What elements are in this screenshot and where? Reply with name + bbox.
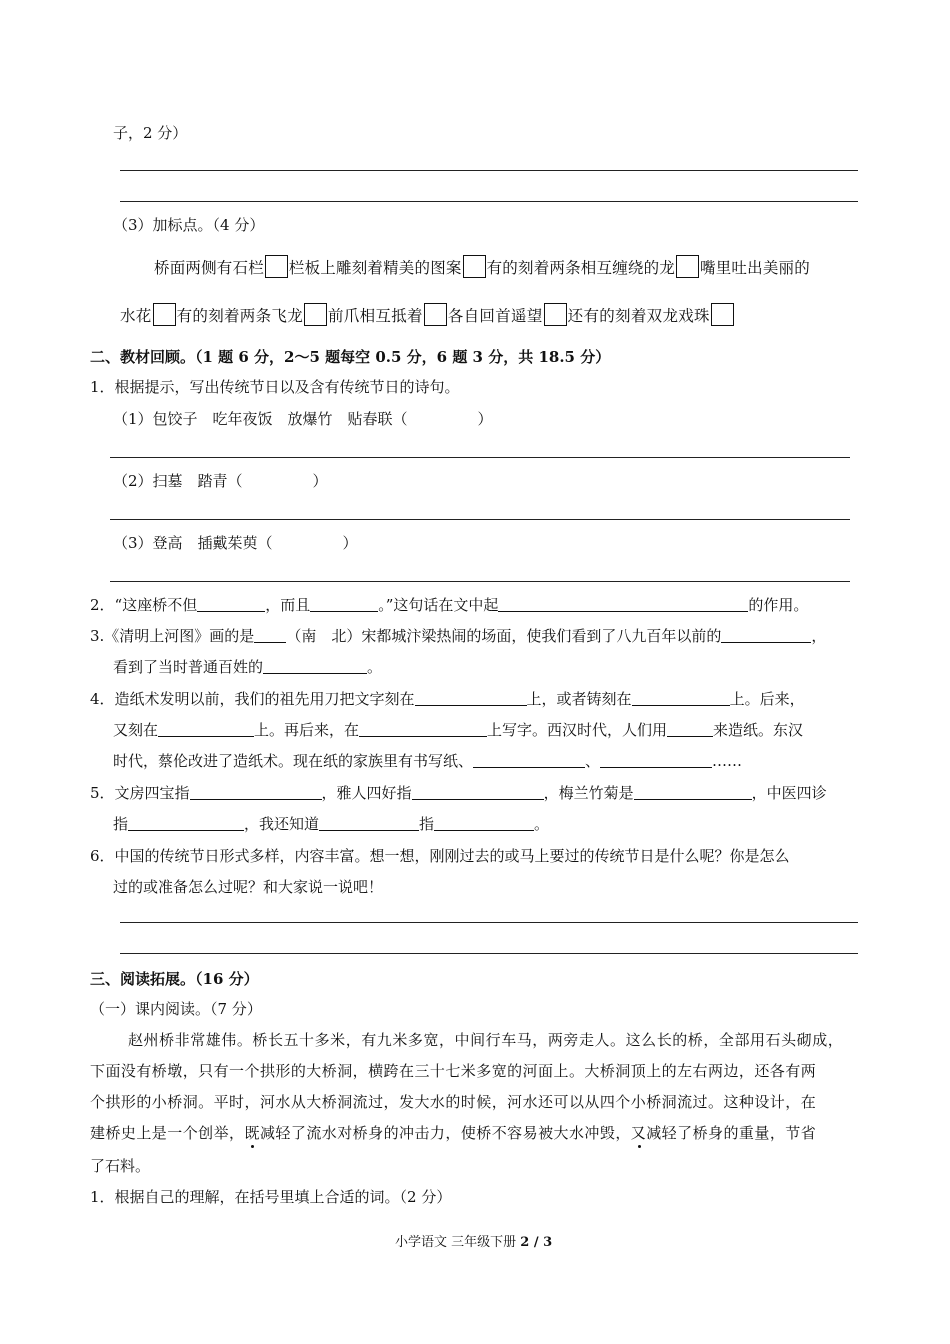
passage-line-4: 建桥史上是一个创举，既减轻了流水对桥身的冲击力，使桥不容易被大水冲毁，又减轻了桥身的重量，节省 — [90, 1124, 817, 1142]
intro-text: 子，2 分） — [113, 124, 188, 142]
s2-q1-item-3: （3）登高 插戴茱萸（ ） — [113, 534, 358, 552]
s2-q6-line-1: 6．中国的传统节日形式多样，内容丰富。想一想，刚刚过去的或马上要过的传统节日是什么呢？你是怎么 — [90, 847, 790, 865]
s2-q3-line-2: 看到了当时普通百姓的 。 — [113, 658, 383, 676]
blank[interactable] — [600, 752, 712, 768]
reading-subtitle: （一）课内阅读。（7 分） — [90, 1000, 262, 1018]
blank[interactable] — [197, 596, 265, 612]
blank[interactable] — [263, 658, 367, 674]
page-number: 2 / 3 — [520, 1235, 553, 1250]
q3-title: （3）加标点。（4 分） — [113, 216, 265, 234]
passage-line-2: 下面没有桥墩，只有一个拱形的大桥洞，横跨在三十七米多宽的河面上。大桥洞顶上的左右两边，还各有两 — [90, 1062, 817, 1080]
punctuation-row-2: 水花 有的刻着两条飞龙 前爪相互抵着 各自回首遥望 还有的刻着双龙戏珠 — [120, 303, 735, 326]
punctuation-box[interactable] — [463, 255, 486, 278]
s2-q1-stem: 1．根据提示，写出传统节日以及含有传统节日的诗句。 — [90, 378, 460, 396]
blank[interactable] — [434, 815, 534, 831]
s2-q6-line-2: 过的或准备怎么过呢？和大家说一说吧！ — [113, 878, 384, 896]
blank[interactable] — [473, 752, 585, 768]
s2-q3-line-1: 3.《清明上河图》画的是 （南 北）宋都城汴梁热闹的场面，使我们看到了八九百年以前的 ， — [90, 627, 827, 645]
punctuation-box[interactable] — [544, 303, 567, 326]
blank[interactable] — [254, 627, 286, 643]
punctuation-row-1: 桥面两侧有石栏 栏板上雕刻着精美的图案 有的刻着两条相互缠绕的龙 嘴里吐出美丽的 — [154, 255, 810, 278]
punctuation-box[interactable] — [424, 303, 447, 326]
blank[interactable] — [128, 815, 244, 831]
answer-line[interactable] — [120, 922, 858, 923]
blank[interactable] — [632, 690, 730, 706]
answer-line[interactable] — [120, 170, 858, 171]
section-3-title: 三、阅读拓展。（16 分） — [90, 970, 259, 988]
punctuation-box[interactable] — [304, 303, 327, 326]
blank[interactable] — [310, 596, 378, 612]
blank[interactable] — [721, 627, 811, 643]
s2-q4-line-2: 又刻在 上。再后来，在 上写字。西汉时代，人们用 来造纸。东汉 — [113, 721, 804, 739]
blank[interactable] — [319, 815, 419, 831]
blank[interactable] — [359, 721, 487, 737]
answer-line[interactable] — [120, 953, 858, 954]
passage-line-1: 赵州桥非常雄伟。桥长五十多米，有九米多宽，中间行车马，两旁走人。这么长的桥，全部用石头砌成， — [128, 1031, 844, 1049]
punctuation-box[interactable] — [265, 255, 288, 278]
answer-line[interactable] — [110, 457, 850, 458]
blank[interactable] — [498, 596, 748, 612]
answer-line[interactable] — [120, 201, 858, 202]
emphasis-char: 既 — [244, 1124, 260, 1142]
emphasis-char: 又 — [630, 1124, 647, 1142]
s2-q4-line-1: 4．造纸术发明以前，我们的祖先用刀把文字刻在 上，或者铸刻在 上。后来， — [90, 690, 805, 708]
blank[interactable] — [158, 721, 254, 737]
blank[interactable] — [415, 690, 527, 706]
punctuation-box[interactable] — [676, 255, 699, 278]
blank[interactable] — [667, 721, 713, 737]
section-2-title: 二、教材回顾。（1 题 6 分，2～5 题每空 0.5 分，6 题 3 分，共 18.5 分） — [90, 348, 611, 366]
s2-q1-item-2: （2）扫墓 踏青（ ） — [113, 472, 328, 490]
s2-q1-item-1: （1）包饺子 吃年夜饭 放爆竹 贴春联（ ） — [113, 410, 493, 428]
passage-line-5: 了石料。 — [90, 1157, 151, 1175]
blank[interactable] — [190, 784, 322, 800]
punctuation-box[interactable] — [711, 303, 734, 326]
s2-q4-line-3: 时代，蔡伦改进了造纸术。现在纸的家族里有书写纸、 、 …… — [113, 752, 743, 770]
blank[interactable] — [412, 784, 544, 800]
punctuation-box[interactable] — [153, 303, 176, 326]
answer-line[interactable] — [110, 581, 850, 582]
s2-q5-line-2: 指 ，我还知道 指 。 — [113, 815, 550, 833]
s2-q2: 2．“这座桥不但 ，而且 。”这句话在文中起 的作用。 — [90, 596, 809, 614]
s2-q5-line-1: 5．文房四宝指 ，雅人四好指 ，梅兰竹菊是 ，中医四诊 — [90, 784, 827, 802]
s3-q1: 1．根据自己的理解，在括号里填上合适的词。（2 分） — [90, 1188, 452, 1206]
passage-line-3: 个拱形的小桥洞。平时，河水从大桥洞流过，发大水的时候，河水还可以从四个小桥洞流过。这种设计，在 — [90, 1093, 817, 1111]
blank[interactable] — [634, 784, 752, 800]
page-footer: 小学语文 三年级下册 2 / 3 — [395, 1235, 553, 1250]
answer-line[interactable] — [110, 519, 850, 520]
